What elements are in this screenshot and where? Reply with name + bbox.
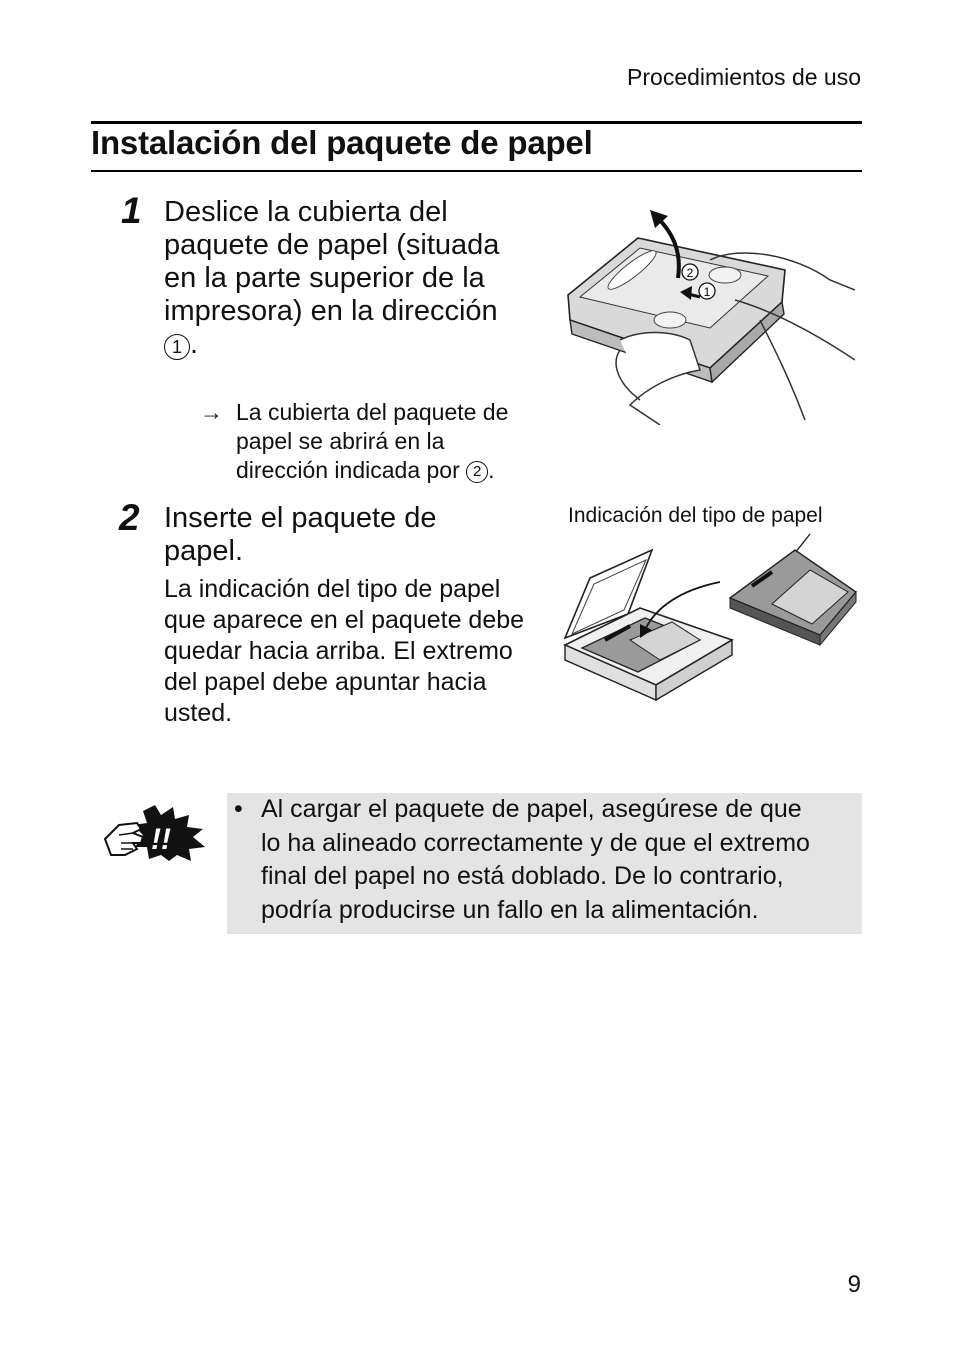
step-1-result-line: papel se abrirá en la — [236, 428, 445, 454]
svg-text:!!: !! — [151, 823, 171, 856]
page-title: Instalación del paquete de papel — [91, 124, 593, 161]
title-bottom-rule — [91, 170, 862, 172]
step-1-result-line-text: dirección indicada por — [236, 457, 467, 483]
step-1-result-line-last — [236, 456, 556, 485]
circled-number-2: 2 — [466, 461, 488, 483]
circled-number-1: 1 — [164, 334, 190, 360]
step-2-title-line: Inserte el paquete de — [164, 502, 437, 534]
step-1-line-last — [164, 328, 554, 361]
note-bullet: • — [234, 795, 243, 823]
step-1-result — [236, 398, 556, 485]
figure-callout-label: Indicación del tipo de papel — [568, 504, 823, 527]
step-2-body — [164, 574, 564, 729]
step-1-number: 1 — [121, 190, 142, 231]
step-1-result-period: . — [488, 457, 495, 483]
figure-label-1: 1 — [703, 285, 711, 299]
step-2-title — [164, 502, 544, 568]
step-2-body-line: del papel debe apuntar hacia — [164, 668, 487, 696]
step-1-line: paquete de papel (situada — [164, 229, 500, 261]
running-header: Procedimientos de uso — [627, 64, 861, 90]
step-2-body-line: que aparece en el paquete debe — [164, 606, 525, 634]
note-line: podría producirse un fallo en la alimentación. — [261, 895, 759, 924]
step-2-title-line: papel. — [164, 535, 244, 567]
printer-cover-illustration — [560, 200, 855, 425]
result-arrow-icon: → — [200, 399, 223, 425]
step-1-line: Deslice la cubierta del — [164, 196, 448, 228]
step-2-body-line: La indicación del tipo de papel — [164, 575, 501, 603]
hand-pointing-exclamation-icon — [103, 803, 207, 861]
step-1-line: en la parte superior de la — [164, 262, 485, 294]
step-2-body-line: quedar hacia arriba. El extremo — [164, 637, 513, 665]
figure-label-2: 2 — [686, 266, 694, 280]
step-1-line: impresora) en la dirección — [164, 295, 498, 327]
note-line: Al cargar el paquete de papel, asegúrese de que — [261, 795, 802, 823]
step-1-result-line: La cubierta del paquete de — [236, 399, 509, 425]
page-number: 9 — [847, 1271, 861, 1298]
step-2-body-line: usted. — [164, 699, 233, 727]
paper-pack-insertion-illustration — [560, 530, 860, 725]
step-1-text — [164, 196, 554, 361]
step-2-number: 2 — [119, 497, 140, 538]
note-line: final del papel no está doblado. De lo contrario, — [261, 862, 784, 890]
note-line: lo ha alineado correctamente y de que el extremo — [261, 828, 810, 857]
caution-note-text — [261, 793, 861, 927]
step-1-period: . — [190, 328, 199, 360]
